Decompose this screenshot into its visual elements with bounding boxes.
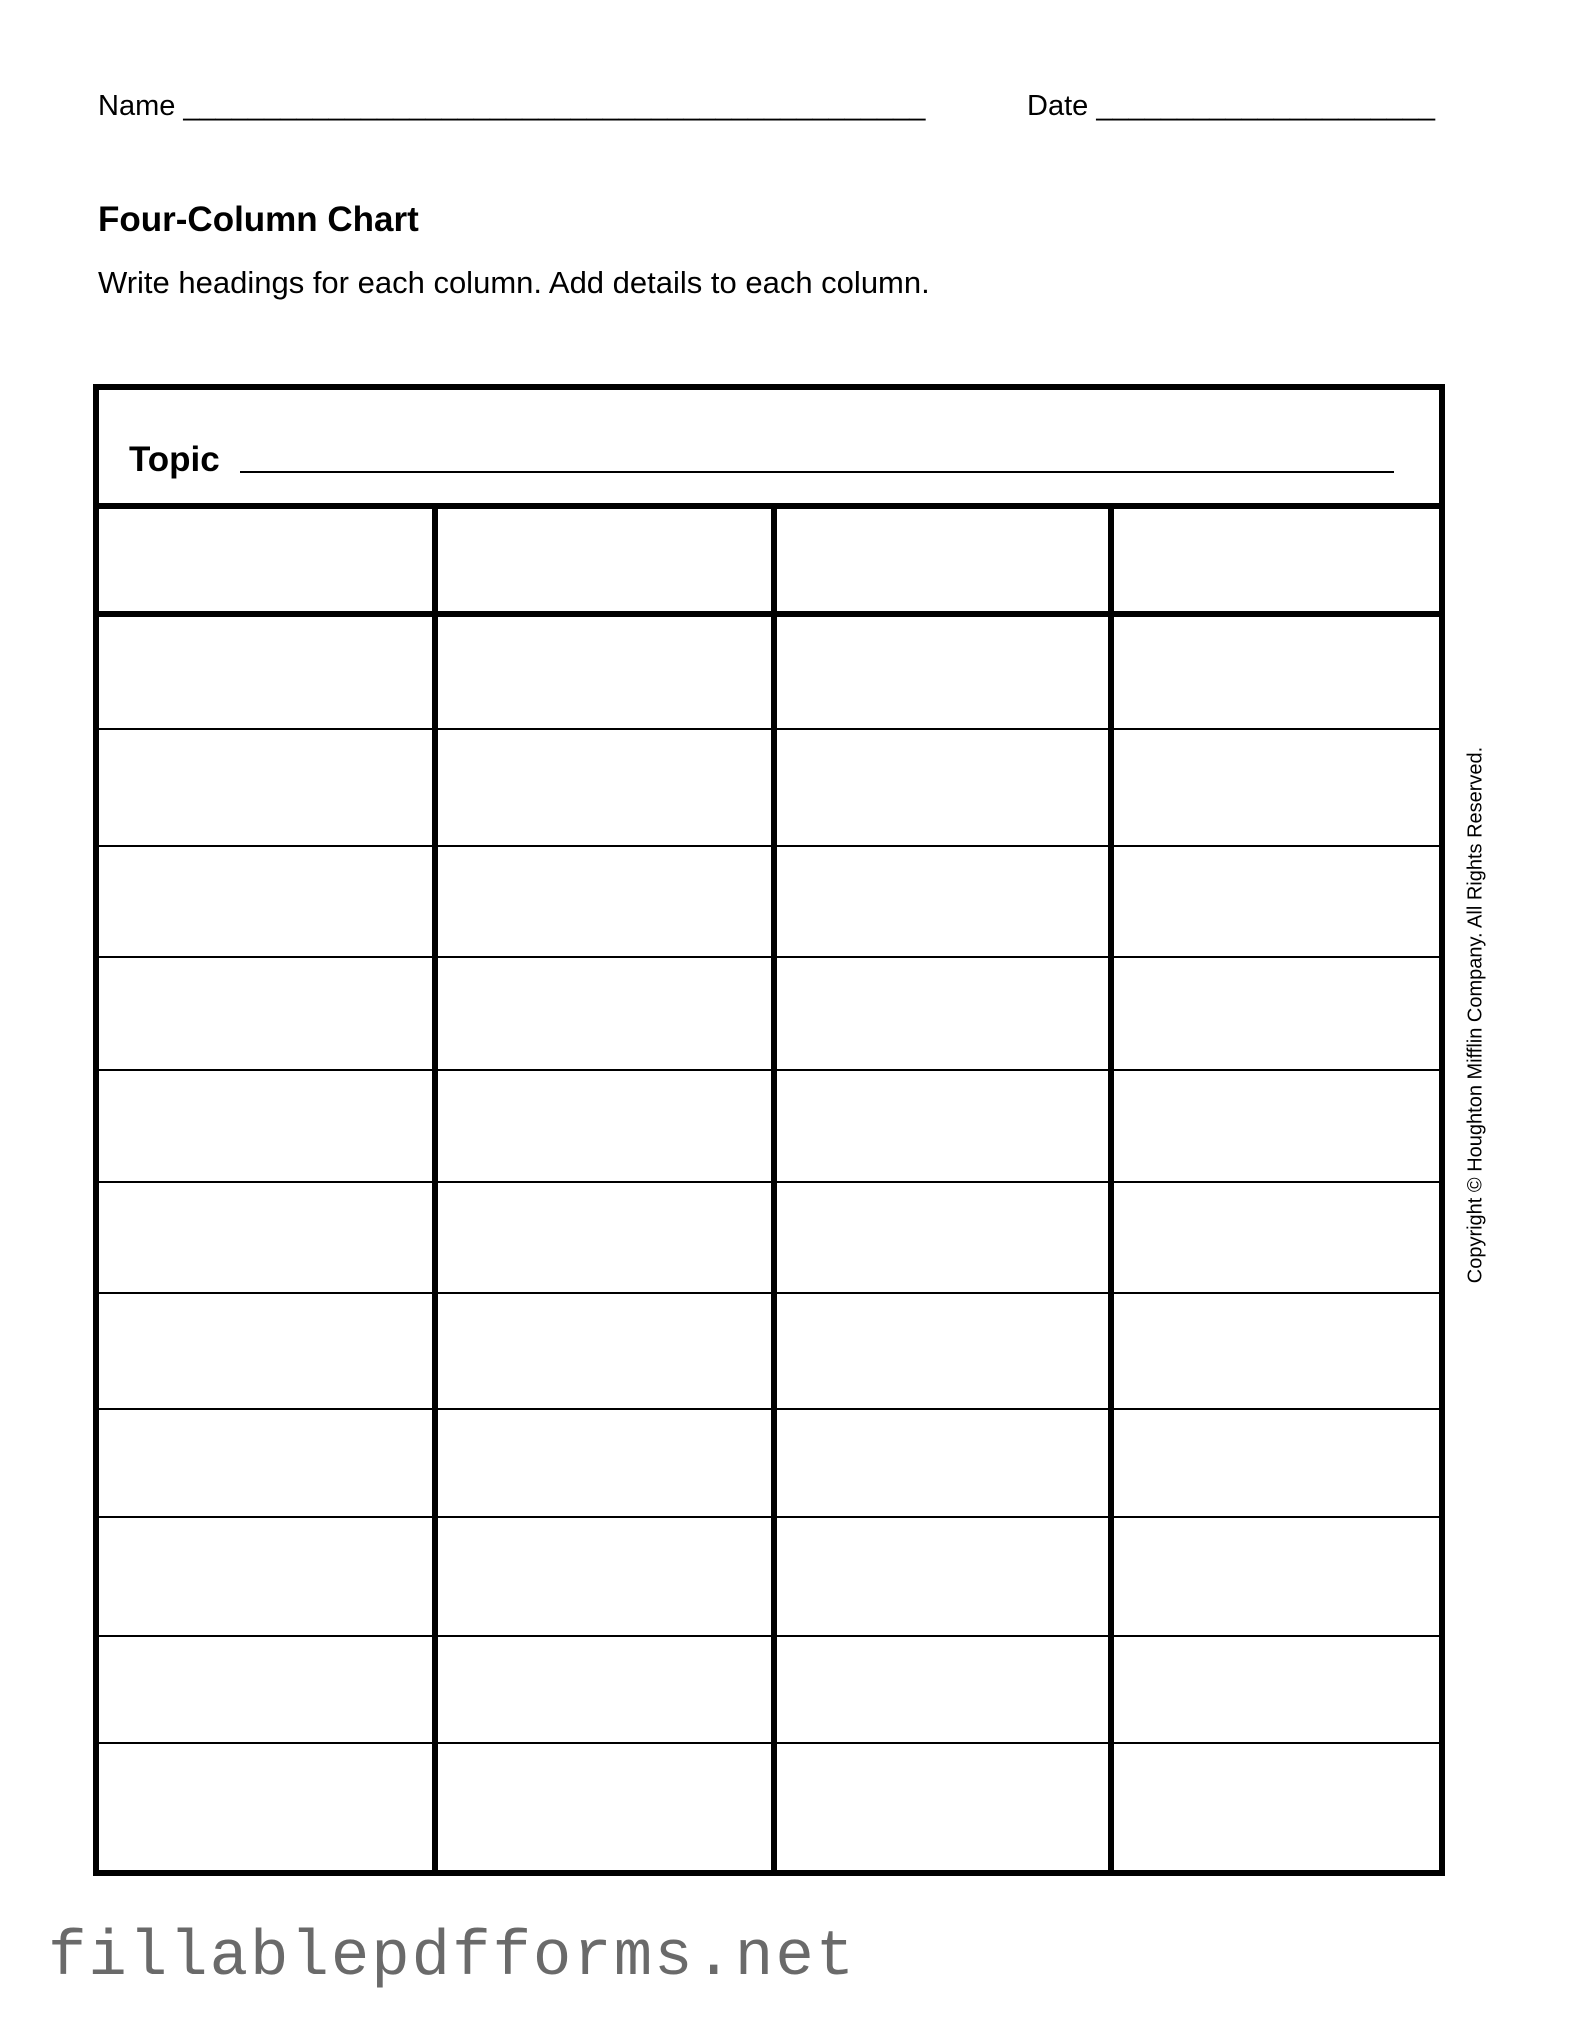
row-line [99,845,1439,847]
name-field[interactable] [98,90,925,123]
watermark-text: fillablepdfforms.net [48,1922,857,1994]
row-line [99,1408,1439,1410]
row-line [99,956,1439,958]
row-line [99,728,1439,730]
name-blank[interactable]: ______________________________________________ [183,90,926,122]
worksheet-title: Four-Column Chart [98,200,419,239]
column-heading-cell-4[interactable] [1114,509,1439,611]
worksheet-instructions: Write headings for each column. Add details to each column. [98,265,930,300]
topic-label: Topic [129,440,220,479]
column-divider [1108,509,1114,1876]
column-divider [771,509,777,1876]
column-heading-cell-3[interactable] [777,509,1108,611]
topic-input-line[interactable] [240,470,1394,473]
row-line [99,1181,1439,1183]
heading-divider [99,611,1439,617]
copyright-text: Copyright © Houghton Mifflin Company. All Rights Reserved. [1464,746,1487,1284]
date-field[interactable] [1027,90,1435,123]
column-heading-cell-2[interactable] [438,509,771,611]
name-label: Name [98,90,176,122]
columns-area [99,509,1439,1870]
column-divider [432,509,438,1870]
four-column-chart [93,384,1445,1876]
row-line [99,1742,1439,1744]
row-line [99,1292,1439,1294]
row-line [99,1635,1439,1637]
date-label: Date [1027,90,1089,122]
row-line [99,1069,1439,1071]
column-heading-cell-1[interactable] [99,509,432,611]
date-blank[interactable]: _____________________ [1096,90,1436,122]
topic-row [99,390,1439,509]
row-line [99,1516,1439,1518]
